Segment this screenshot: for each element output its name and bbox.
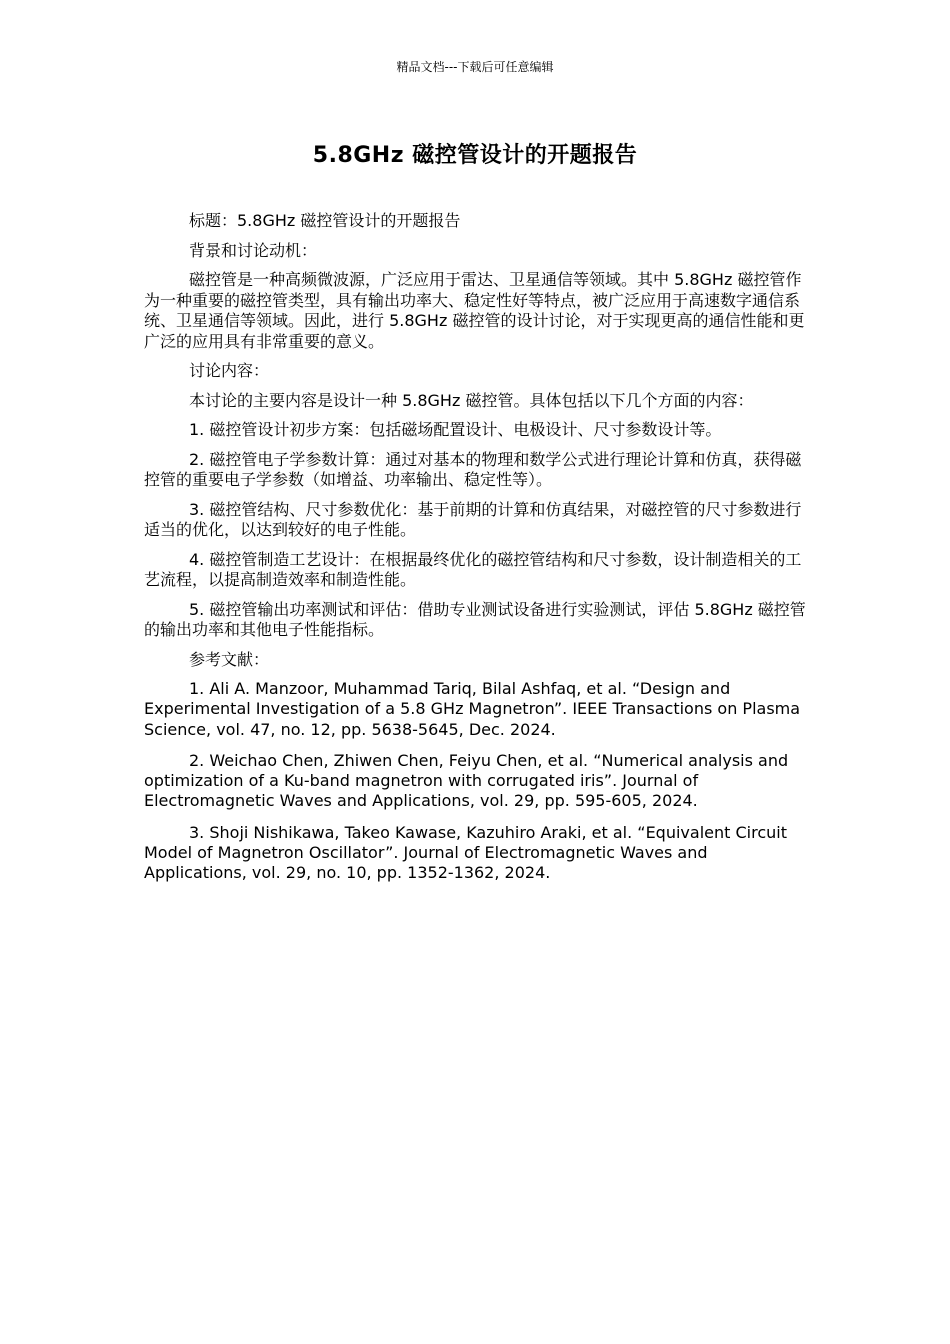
reference-item-3: 3. Shoji Nishikawa, Takeo Kawase, Kazuhiro Araki, et al. “Equivalent Circuit Model of Magnetron Oscillator”. Journal of Electromagnetic Waves and Applications, vol. 29, no. 10, pp. 1352-1362, 2024.: [144, 822, 787, 883]
document-body: [144, 211, 808, 895]
content-item-5: 5. 磁控管输出功率测试和评估：借助专业测试设备进行实验测试，评估 5.8GHz 磁控管的输出功率和其他电子性能指标。: [144, 599, 806, 639]
section-heading-references: 参考文献：: [189, 649, 270, 669]
content-item-3: 3. 磁控管结构、尺寸参数优化：基于前期的计算和仿真结果，对磁控管的尺寸参数进行适当的优化，以达到较好的电子性能。: [144, 499, 802, 539]
content-item-1: 1. 磁控管设计初步方案：包括磁场配置设计、电极设计、尺寸参数设计等。: [189, 420, 722, 439]
page-header: 精品文档---下载后可任意编辑: [396, 60, 554, 74]
reference-item-1: 1. Ali A. Manzoor, Muhammad Tariq, Bilal Ashfaq, et al. “Design and Experimental Investigation of a 5.8 GHz Magnetron”. IEEE Transactions on Plasma Science, vol. 47, no. 12, pp. 5638-5645, Dec. 2024.: [144, 679, 801, 739]
section-heading-background: 背景和讨论动机：: [189, 240, 318, 260]
reference-item-2: 2. Weichao Chen, Zhiwen Chen, Feiyu Chen, et al. “Numerical analysis and optimization of a Ku-band magnetron with corrugated iris”. Journal of Electromagnetic Waves and Applications, vol. 29, pp. 595-605, 2024.: [144, 750, 789, 811]
content-intro: 本讨论的主要内容是设计一种 5.8GHz 磁控管。具体包括以下几个方面的内容：: [189, 390, 754, 410]
content-item-4: 4. 磁控管制造工艺设计：在根据最终优化的磁控管结构和尺寸参数，设计制造相关的工艺流程，以提高制造效率和制造性能。: [144, 549, 802, 589]
document-title: 5.8GHz 磁控管设计的开题报告: [312, 143, 638, 168]
section-heading-content: 讨论内容：: [189, 361, 270, 380]
background-paragraph: 磁控管是一种高频微波源，广泛应用于雷达、卫星通信等领域。其中 5.8GHz 磁控管作为一种重要的磁控管类型，具有输出功率大、稳定性好等特点，被广泛应用于高速数字通信系统、卫星通信等领域。因此，进行 5.8GHz 磁控管的设计讨论，对于实现更高的通信性能和更广泛的应用具有非常重要的意义。: [144, 270, 805, 351]
content-item-2: 2. 磁控管电子学参数计算：通过对基本的物理和数学公式进行理论计算和仿真，获得磁控管的重要电子学参数（如增益、功率输出、稳定性等）。: [144, 449, 802, 489]
subject-line: 标题：5.8GHz 磁控管设计的开题报告: [189, 211, 461, 230]
